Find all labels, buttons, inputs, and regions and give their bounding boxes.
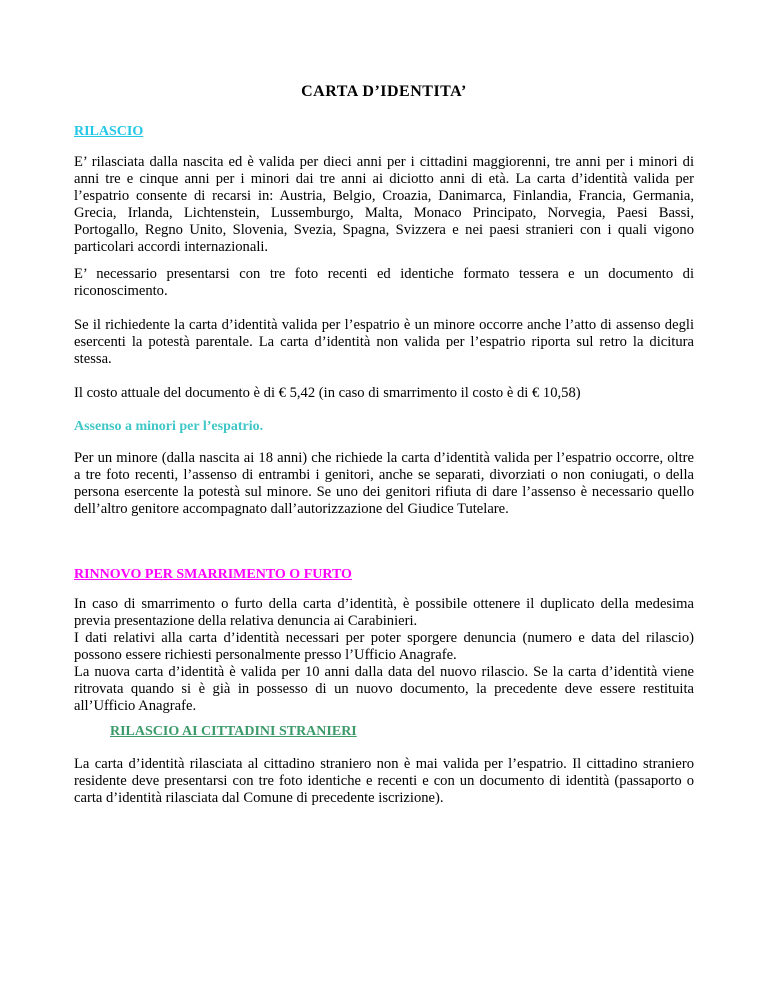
document-title: CARTA D’IDENTITA’ (301, 83, 467, 100)
assenso-paragraph: Per un minore (dalla nascita ai 18 anni) che richiede la carta d’identità valida per l’espatrio occorre, oltre a tre foto recenti, l’assenso di entrambi i genitori, anche se separati, divorziati o non coniugati, o della persona esercente la potestà sul minore. Se uno dei genitori rifiuta di dare l’assenso è necessario quello dell’altro genitore accompagnato dall’autorizzazione del Giudice Tutelare. (74, 450, 694, 517)
heading-stranieri: RILASCIO AI CITTADINI STRANIERI (110, 724, 357, 739)
rilascio-paragraph-4: Il costo attuale del documento è di € 5,42 (in caso di smarrimento il costo è di € 10,58) (74, 385, 581, 401)
rinnovo-paragraph-3: La nuova carta d’identità è valida per 10 anni dalla data del nuovo rilascio. Se la carta d’identità viene ritrovata quando si è già in possesso di un nuovo documento, la precedente deve essere restituita all’Ufficio Anagrafe. (74, 664, 694, 714)
rinnovo-paragraph-1: In caso di smarrimento o furto della carta d’identità, è possibile ottenere il duplicato della medesima previa presentazione della relativa denuncia ai Carabinieri. (74, 596, 694, 629)
rilascio-paragraph-1: E’ rilasciata dalla nascita ed è valida per dieci anni per i cittadini maggiorenni, tre anni per i minori di anni tre e cinque anni per i minori dai tre anni ai diciotto anni di età. La carta d’identità valida per l’espatrio consente di recarsi in: Austria, Belgio, Croazia, Danimarca, Finlandia, Francia, Germania, Grecia, Irlanda, Lichtenstein, Lussemburgo, Malta, Monaco Principato, Norvegia, Paesi Bassi, Portogallo, Regno Unito, Slovenia, Svezia, Spagna, Svizzera e nei paesi stranieri con i quali vigono particolari accordi internazionali. (74, 154, 694, 255)
heading-rilascio: RILASCIO (74, 124, 144, 139)
rilascio-paragraph-2: E’ necessario presentarsi con tre foto recenti ed identiche formato tessera e un documento di riconoscimento. (74, 266, 694, 299)
stranieri-paragraph: La carta d’identità rilasciata al cittadino straniero non è mai valida per l’espatrio. Il cittadino straniero residente deve presentarsi con tre foto identiche e recenti e con un documento di identità (passaporto o carta d’identità rilasciata dal Comune di precedente iscrizione). (74, 756, 694, 806)
heading-rinnovo: RINNOVO PER SMARRIMENTO O FURTO (74, 567, 352, 582)
rilascio-paragraph-3: Se il richiedente la carta d’identità valida per l’espatrio è un minore occorre anche l’atto di assenso degli esercenti la potestà parentale. La carta d’identità non valida per l’espatrio riporta sul retro la dicitura stessa. (74, 317, 694, 367)
rinnovo-paragraph-2: I dati relativi alla carta d’identità necessari per poter sporgere denuncia (numero e data del rilascio) possono essere richiesti personalmente presso l’Ufficio Anagrafe. (74, 630, 694, 663)
heading-assenso: Assenso a minori per l’espatrio. (74, 419, 264, 434)
